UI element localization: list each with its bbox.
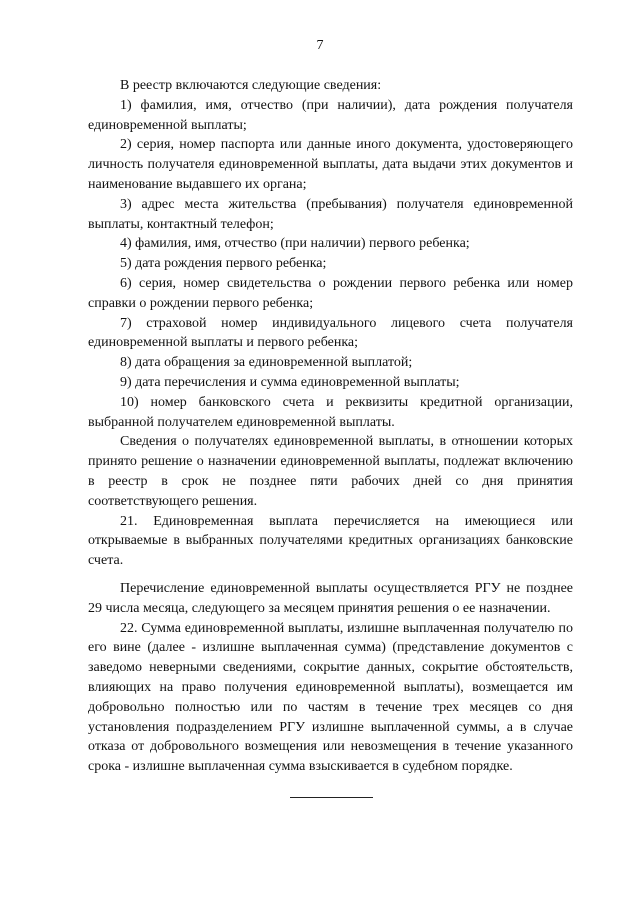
- list-item-5: 5) дата рождения первого ребенка;: [120, 256, 327, 272]
- list-item-4: 4) фамилия, имя, отчество (при наличии) первого ребенка;: [120, 236, 470, 252]
- end-of-document-rule: [290, 797, 373, 798]
- list-item-6: 6) серия, номер свидетельства о рождении первого ребенка или номер справки о рождении первого ребенка;: [88, 275, 573, 311]
- list-intro: В реестр включаются следующие сведения:: [120, 78, 382, 93]
- page-number: 7: [316, 38, 324, 53]
- document-body: [88, 76, 573, 777]
- clause-21-paragraph: 21. Единовременная выплата перечисляется на имеющиеся или открываемые в выбранных получателями кредитных организациях банковские счета.: [88, 513, 573, 569]
- list-item-1: 1) фамилия, имя, отчество (при наличии), дата рождения получателя единовременной выплаты;: [88, 97, 573, 133]
- clause-22-paragraph: 22. Сумма единовременной выплаты, излишне выплаченная получателю по его вине (далее - излишне выплаченная сумма) (представление документов с заведомо неверными сведениями, сокрытие данных, сокрытие обстоятельств, влияющих на право получения единовременной выплаты), возмещается им добровольно полностью или по частям в течение трех месяцев со дня установления подразделением РГУ излишне выплаченной суммы, а в случае отказа от добровольного возмещения или невозмещения в течение указанного срока - излишне выплаченная сумма взыскивается в судебном порядке.: [88, 620, 573, 775]
- list-item-7: 7) страховой номер индивидуального лицевого счета получателя единовременной выплаты и первого ребенка;: [88, 315, 573, 351]
- list-item-10: 10) номер банковского счета и реквизиты кредитной организации, выбранной получателем единовременной выплаты.: [88, 394, 573, 430]
- list-item-9: 9) дата перечисления и сумма единовременной выплаты;: [120, 374, 460, 390]
- transfer-deadline-paragraph: Перечисление единовременной выплаты осуществляется РГУ не позднее 29 числа месяца, следующего за месяцем принятия решения о ее назначении.: [88, 580, 573, 616]
- list-item-2: 2) серия, номер паспорта или данные иного документа, удостоверяющего личность получателя единовременной выплаты, дата выдачи этих документов и наименование выдавшего их органа;: [88, 137, 573, 192]
- registry-deadline-paragraph: Сведения о получателях единовременной выплаты, в отношении которых принято решение о назначении единовременной выплаты, подлежат включению в реестр в срок не позднее пяти рабочих дней со дня принятия соответствующего решения.: [88, 434, 573, 509]
- list-item-3: 3) адрес места жительства (пребывания) получателя единовременной выплаты, контактный телефон;: [88, 196, 573, 232]
- list-item-8: 8) дата обращения за единовременной выплатой;: [120, 355, 413, 371]
